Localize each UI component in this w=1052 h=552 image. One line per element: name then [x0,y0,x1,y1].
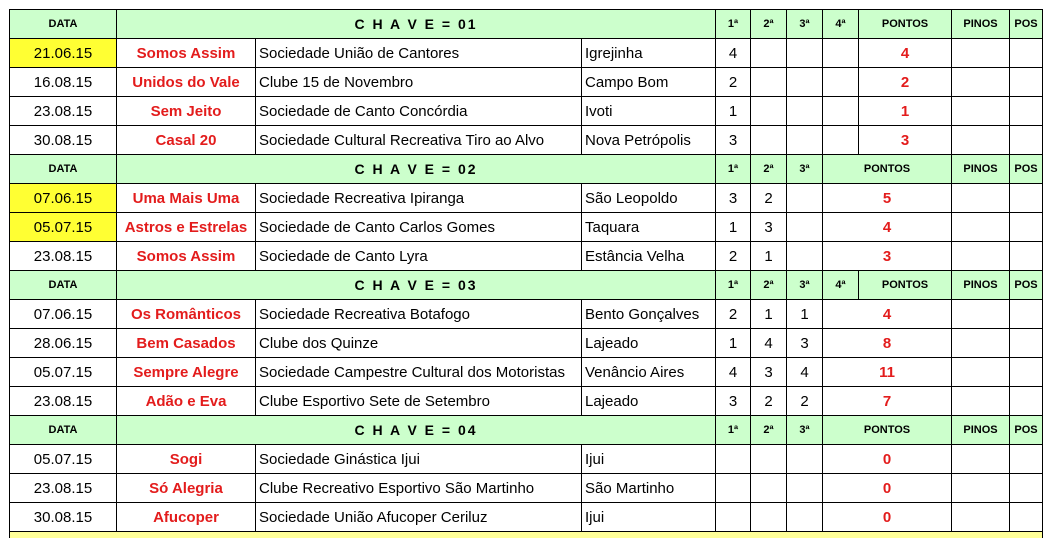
pontos-cell: 8 [823,329,952,358]
club-cell: Clube Esportivo Sete de Setembro [256,387,582,416]
city-cell: Ijui [582,503,716,532]
team-cell: Astros e Estrelas [117,213,256,242]
pontos-cell: 0 [823,474,952,503]
date-cell: 23.08.15 [10,242,117,271]
pos-cell [1010,242,1043,271]
club-cell: Sociedade de Canto Carlos Gomes [256,213,582,242]
club-cell: Clube 15 de Novembro [256,68,582,97]
table-row [10,503,1043,532]
pinos-header: PINOS [952,10,1010,39]
pos-cell [1010,329,1043,358]
date-cell: 30.08.15 [10,126,117,155]
pos-cell [1010,503,1043,532]
pinos-cell [952,213,1010,242]
table-row [10,329,1043,358]
city-cell: Venâncio Aires [582,358,716,387]
pos-cell [1010,97,1043,126]
pos-cell [1010,445,1043,474]
table-row [10,213,1043,242]
pinos-cell [952,503,1010,532]
team-cell: Unidos do Vale [117,68,256,97]
pos-cell [1010,300,1043,329]
pos-header: POS [1010,416,1043,445]
group-title: C H A V E = 04 [117,416,716,445]
date-cell: 16.08.15 [10,68,117,97]
pos-cell [1010,68,1043,97]
place-1-cell: 4 [716,39,751,68]
place-1-cell: 2 [716,68,751,97]
place-3-cell [787,184,823,213]
pinos-cell [952,39,1010,68]
place-header: 1ª [716,416,751,445]
pos-cell [1010,387,1043,416]
team-cell: Somos Assim [117,39,256,68]
place-2-cell: 2 [751,184,787,213]
pontos-header: PONTOS [823,416,952,445]
group-header [10,416,1043,445]
date-cell: 07.06.15 [10,184,117,213]
pontos-cell: 2 [859,68,952,97]
place-header: 1ª [716,271,751,300]
table-row [10,358,1043,387]
group-header [10,10,1043,39]
place-header: 3ª [787,416,823,445]
place-1-cell: 2 [716,242,751,271]
data-header: DATA [10,416,117,445]
place-1-cell: 4 [716,358,751,387]
team-cell: Sempre Alegre [117,358,256,387]
group-header [10,155,1043,184]
pinos-header: PINOS [952,271,1010,300]
place-1-cell: 1 [716,97,751,126]
place-1-cell: 1 [716,213,751,242]
date-cell: 23.08.15 [10,474,117,503]
pinos-header: PINOS [952,416,1010,445]
place-2-cell [751,68,787,97]
pinos-cell [952,300,1010,329]
place-header: 4ª [823,10,859,39]
place-header: 2ª [751,271,787,300]
pinos-cell [952,329,1010,358]
place-3-cell [787,242,823,271]
pontos-cell: 4 [859,39,952,68]
club-cell: Clube Recreativo Esportivo São Martinho [256,474,582,503]
place-2-cell [751,503,787,532]
city-cell: Taquara [582,213,716,242]
place-2-cell [751,474,787,503]
place-3-cell [787,126,823,155]
place-1-cell [716,445,751,474]
place-4-cell [823,97,859,126]
date-cell: 23.08.15 [10,97,117,126]
place-3-cell [787,97,823,126]
place-header: 3ª [787,10,823,39]
pinos-cell [952,387,1010,416]
date-cell: 28.06.15 [10,329,117,358]
pos-cell [1010,474,1043,503]
place-1-cell: 3 [716,387,751,416]
place-3-cell: 4 [787,358,823,387]
date-cell: 05.07.15 [10,445,117,474]
team-cell: Bem Casados [117,329,256,358]
place-4-cell [823,68,859,97]
place-header: 4ª [823,271,859,300]
pontos-cell: 1 [859,97,952,126]
group-title: C H A V E = 03 [117,271,716,300]
table-row [10,68,1043,97]
pontos-cell: 0 [823,445,952,474]
team-cell: Afucoper [117,503,256,532]
place-2-cell [751,97,787,126]
date-cell: 21.06.15 [10,39,117,68]
data-header: DATA [10,271,117,300]
place-1-cell [716,503,751,532]
date-cell: 23.08.15 [10,387,117,416]
pos-cell [1010,358,1043,387]
club-cell: Clube dos Quinze [256,329,582,358]
date-cell: 05.07.15 [10,213,117,242]
place-2-cell: 1 [751,300,787,329]
data-header: DATA [10,10,117,39]
cut-off-row [10,532,1043,538]
pinos-cell [952,97,1010,126]
group-header [10,271,1043,300]
place-header: 2ª [751,416,787,445]
city-cell: Nova Petrópolis [582,126,716,155]
pos-header: POS [1010,155,1043,184]
pinos-header: PINOS [952,155,1010,184]
city-cell: Ivoti [582,97,716,126]
table-row [10,184,1043,213]
table-row [10,300,1043,329]
city-cell: São Martinho [582,474,716,503]
table-row [10,445,1043,474]
pinos-cell [952,184,1010,213]
place-header: 1ª [716,155,751,184]
place-3-cell [787,213,823,242]
place-header: 2ª [751,155,787,184]
pinos-cell [952,126,1010,155]
place-3-cell: 3 [787,329,823,358]
place-header: 3ª [787,271,823,300]
place-2-cell [751,445,787,474]
place-header: 2ª [751,10,787,39]
city-cell: Ijui [582,445,716,474]
table-row [10,126,1043,155]
city-cell: São Leopoldo [582,184,716,213]
place-2-cell [751,39,787,68]
pos-header: POS [1010,271,1043,300]
club-cell: Sociedade Ginástica Ijui [256,445,582,474]
city-cell: Estância Velha [582,242,716,271]
table-row [10,242,1043,271]
pontos-cell: 3 [823,242,952,271]
pos-header: POS [1010,10,1043,39]
city-cell: Lajeado [582,387,716,416]
table-row [10,387,1043,416]
city-cell: Lajeado [582,329,716,358]
pinos-cell [952,68,1010,97]
place-1-cell: 1 [716,329,751,358]
team-cell: Casal 20 [117,126,256,155]
club-cell: Sociedade União Afucoper Ceriluz [256,503,582,532]
pos-cell [1010,213,1043,242]
club-cell: Sociedade Cultural Recreativa Tiro ao Alvo [256,126,582,155]
place-3-cell: 1 [787,300,823,329]
club-cell: Sociedade de Canto Lyra [256,242,582,271]
place-2-cell: 3 [751,213,787,242]
pos-cell [1010,126,1043,155]
place-header: 3ª [787,155,823,184]
group-title: C H A V E = 02 [117,155,716,184]
date-cell: 30.08.15 [10,503,117,532]
place-1-cell [716,474,751,503]
club-cell: Sociedade União de Cantores [256,39,582,68]
place-2-cell: 1 [751,242,787,271]
place-3-cell [787,503,823,532]
pontos-cell: 5 [823,184,952,213]
team-cell: Os Românticos [117,300,256,329]
team-cell: Uma Mais Uma [117,184,256,213]
pontos-cell: 3 [859,126,952,155]
city-cell: Campo Bom [582,68,716,97]
pontos-header: PONTOS [859,271,952,300]
place-3-cell [787,474,823,503]
place-4-cell [823,39,859,68]
club-cell: Sociedade Recreativa Ipiranga [256,184,582,213]
pontos-header: PONTOS [823,155,952,184]
table-row [10,39,1043,68]
pinos-cell [952,445,1010,474]
table-row [10,97,1043,126]
group-title: C H A V E = 01 [117,10,716,39]
place-2-cell: 4 [751,329,787,358]
pinos-cell [952,474,1010,503]
schedule-table [9,9,1043,538]
pinos-cell [952,358,1010,387]
date-cell: 07.06.15 [10,300,117,329]
club-cell: Sociedade de Canto Concórdia [256,97,582,126]
place-1-cell: 3 [716,184,751,213]
cut-off-cell [10,532,1043,538]
pontos-cell: 4 [823,213,952,242]
team-cell: Somos Assim [117,242,256,271]
place-2-cell [751,126,787,155]
place-3-cell [787,39,823,68]
place-3-cell [787,445,823,474]
team-cell: Só Alegria [117,474,256,503]
place-1-cell: 2 [716,300,751,329]
city-cell: Igrejinha [582,39,716,68]
place-header: 1ª [716,10,751,39]
place-3-cell [787,68,823,97]
city-cell: Bento Gonçalves [582,300,716,329]
pontos-cell: 0 [823,503,952,532]
pinos-cell [952,242,1010,271]
pontos-cell: 7 [823,387,952,416]
team-cell: Sogi [117,445,256,474]
club-cell: Sociedade Campestre Cultural dos Motoristas [256,358,582,387]
place-3-cell: 2 [787,387,823,416]
pontos-cell: 11 [823,358,952,387]
pontos-cell: 4 [823,300,952,329]
team-cell: Adão e Eva [117,387,256,416]
pos-cell [1010,39,1043,68]
table-row [10,474,1043,503]
pontos-header: PONTOS [859,10,952,39]
place-4-cell [823,126,859,155]
place-2-cell: 3 [751,358,787,387]
place-1-cell: 3 [716,126,751,155]
team-cell: Sem Jeito [117,97,256,126]
data-header: DATA [10,155,117,184]
date-cell: 05.07.15 [10,358,117,387]
club-cell: Sociedade Recreativa Botafogo [256,300,582,329]
place-2-cell: 2 [751,387,787,416]
pos-cell [1010,184,1043,213]
